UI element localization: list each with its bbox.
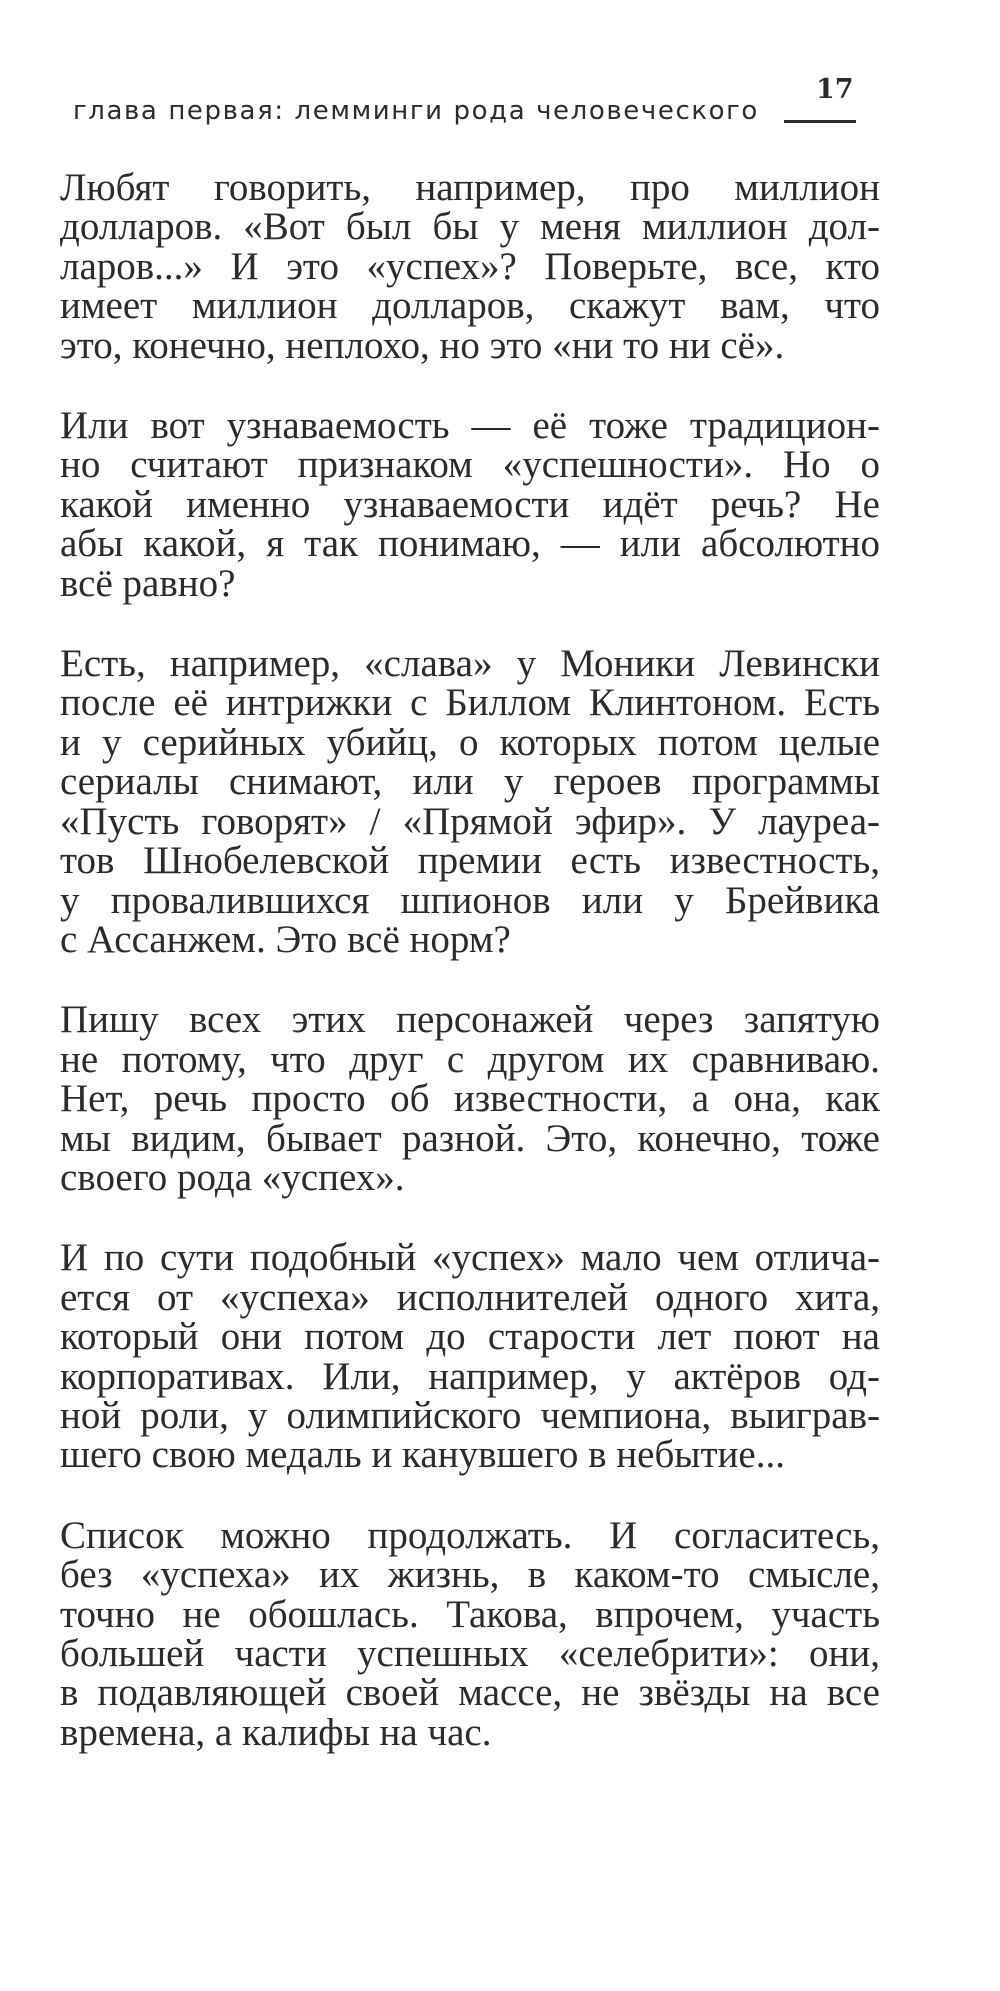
text-line: Пишу всех этих персонажей через запятую — [60, 998, 880, 1042]
text-line: абы какой, я так понимаю, — или абсолютно — [60, 522, 880, 566]
text-line: своего рода «успех». — [60, 1155, 405, 1199]
page-number: 17 — [816, 74, 854, 105]
text-line: имеет миллион долларов, скажут вам, что — [60, 284, 880, 328]
text-line: Или вот узнаваемость — её тоже традицион- — [60, 404, 880, 448]
text-line: точно не обошлась. Такова, впрочем, участь — [60, 1592, 880, 1636]
text-line: который они потом до старости лет поют на — [60, 1315, 880, 1359]
paragraph-1 — [60, 168, 880, 365]
text-line: Список можно продолжать. И согласитесь, — [60, 1513, 880, 1557]
text-line: времена, а калифы на час. — [60, 1710, 492, 1754]
paragraph-6 — [60, 1513, 880, 1754]
text-line: всё равно? — [60, 561, 236, 605]
text-line: у провалившихся шпионов или у Брейвика — [60, 878, 880, 922]
text-line: но считают признаком «успешности». Но о — [60, 443, 880, 487]
text-line: не потому, что друг с другом их сравниваю. — [60, 1037, 880, 1081]
page-number-rule — [784, 120, 856, 123]
paragraph-3 — [60, 644, 880, 959]
text-line: и у серийных убийц, о которых потом целые — [60, 720, 880, 764]
text-line: долларов. «Вот был бы у меня миллион дол- — [60, 205, 880, 249]
text-line: тов Шнобелевской премии есть известность, — [60, 839, 880, 883]
text-line: с Ассанжем. Это всё норм? — [60, 917, 511, 961]
text-line: мы видим, бывает разной. Это, конечно, тоже — [60, 1116, 880, 1160]
paragraph-4 — [60, 1000, 880, 1197]
text-line: Есть, например, «слава» у Моники Левински — [60, 642, 880, 686]
text-line: Любят говорить, например, про миллион — [60, 166, 880, 209]
text-line: это, конечно, неплохо, но это «ни то ни сё». — [60, 323, 785, 367]
text-line: в подавляющей своей массе, не звёзды на все — [60, 1671, 880, 1715]
text-line: какой именно узнаваемости идёт речь? Не — [60, 482, 880, 526]
text-line: Нет, речь просто об известности, а она, как — [60, 1077, 880, 1121]
text-line: ется от «успеха» исполнителей одного хита, — [60, 1275, 880, 1319]
text-line: И по сути подобный «успех» мало чем отлича- — [60, 1236, 880, 1280]
paragraph-2 — [60, 406, 880, 603]
paragraph-5 — [60, 1236, 880, 1477]
text-line: большей части успешных «селебрити»: они, — [60, 1632, 880, 1675]
text-line: ларов...» И это «успех»? Поверьте, все, кто — [60, 244, 880, 288]
text-line: корпоративах. Или, например, у актёров од- — [60, 1354, 880, 1398]
text-line: после её интрижки с Биллом Клинтоном. Есть — [60, 681, 880, 725]
running-head: глава первая: лемминги рода человеческого — [73, 96, 759, 126]
text-line: шего свою медаль и канувшего в небытие... — [60, 1433, 785, 1477]
text-line: ной роли, у олимпийского чемпиона, выиграв- — [60, 1393, 880, 1437]
text-line: сериалы снимают, или у героев программы — [60, 760, 880, 804]
text-line: без «успеха» их жизнь, в каком-то смысле, — [60, 1553, 880, 1597]
text-line: «Пусть говорят» / «Прямой эфир». У лауреа- — [60, 799, 880, 843]
body-text — [60, 168, 880, 1793]
